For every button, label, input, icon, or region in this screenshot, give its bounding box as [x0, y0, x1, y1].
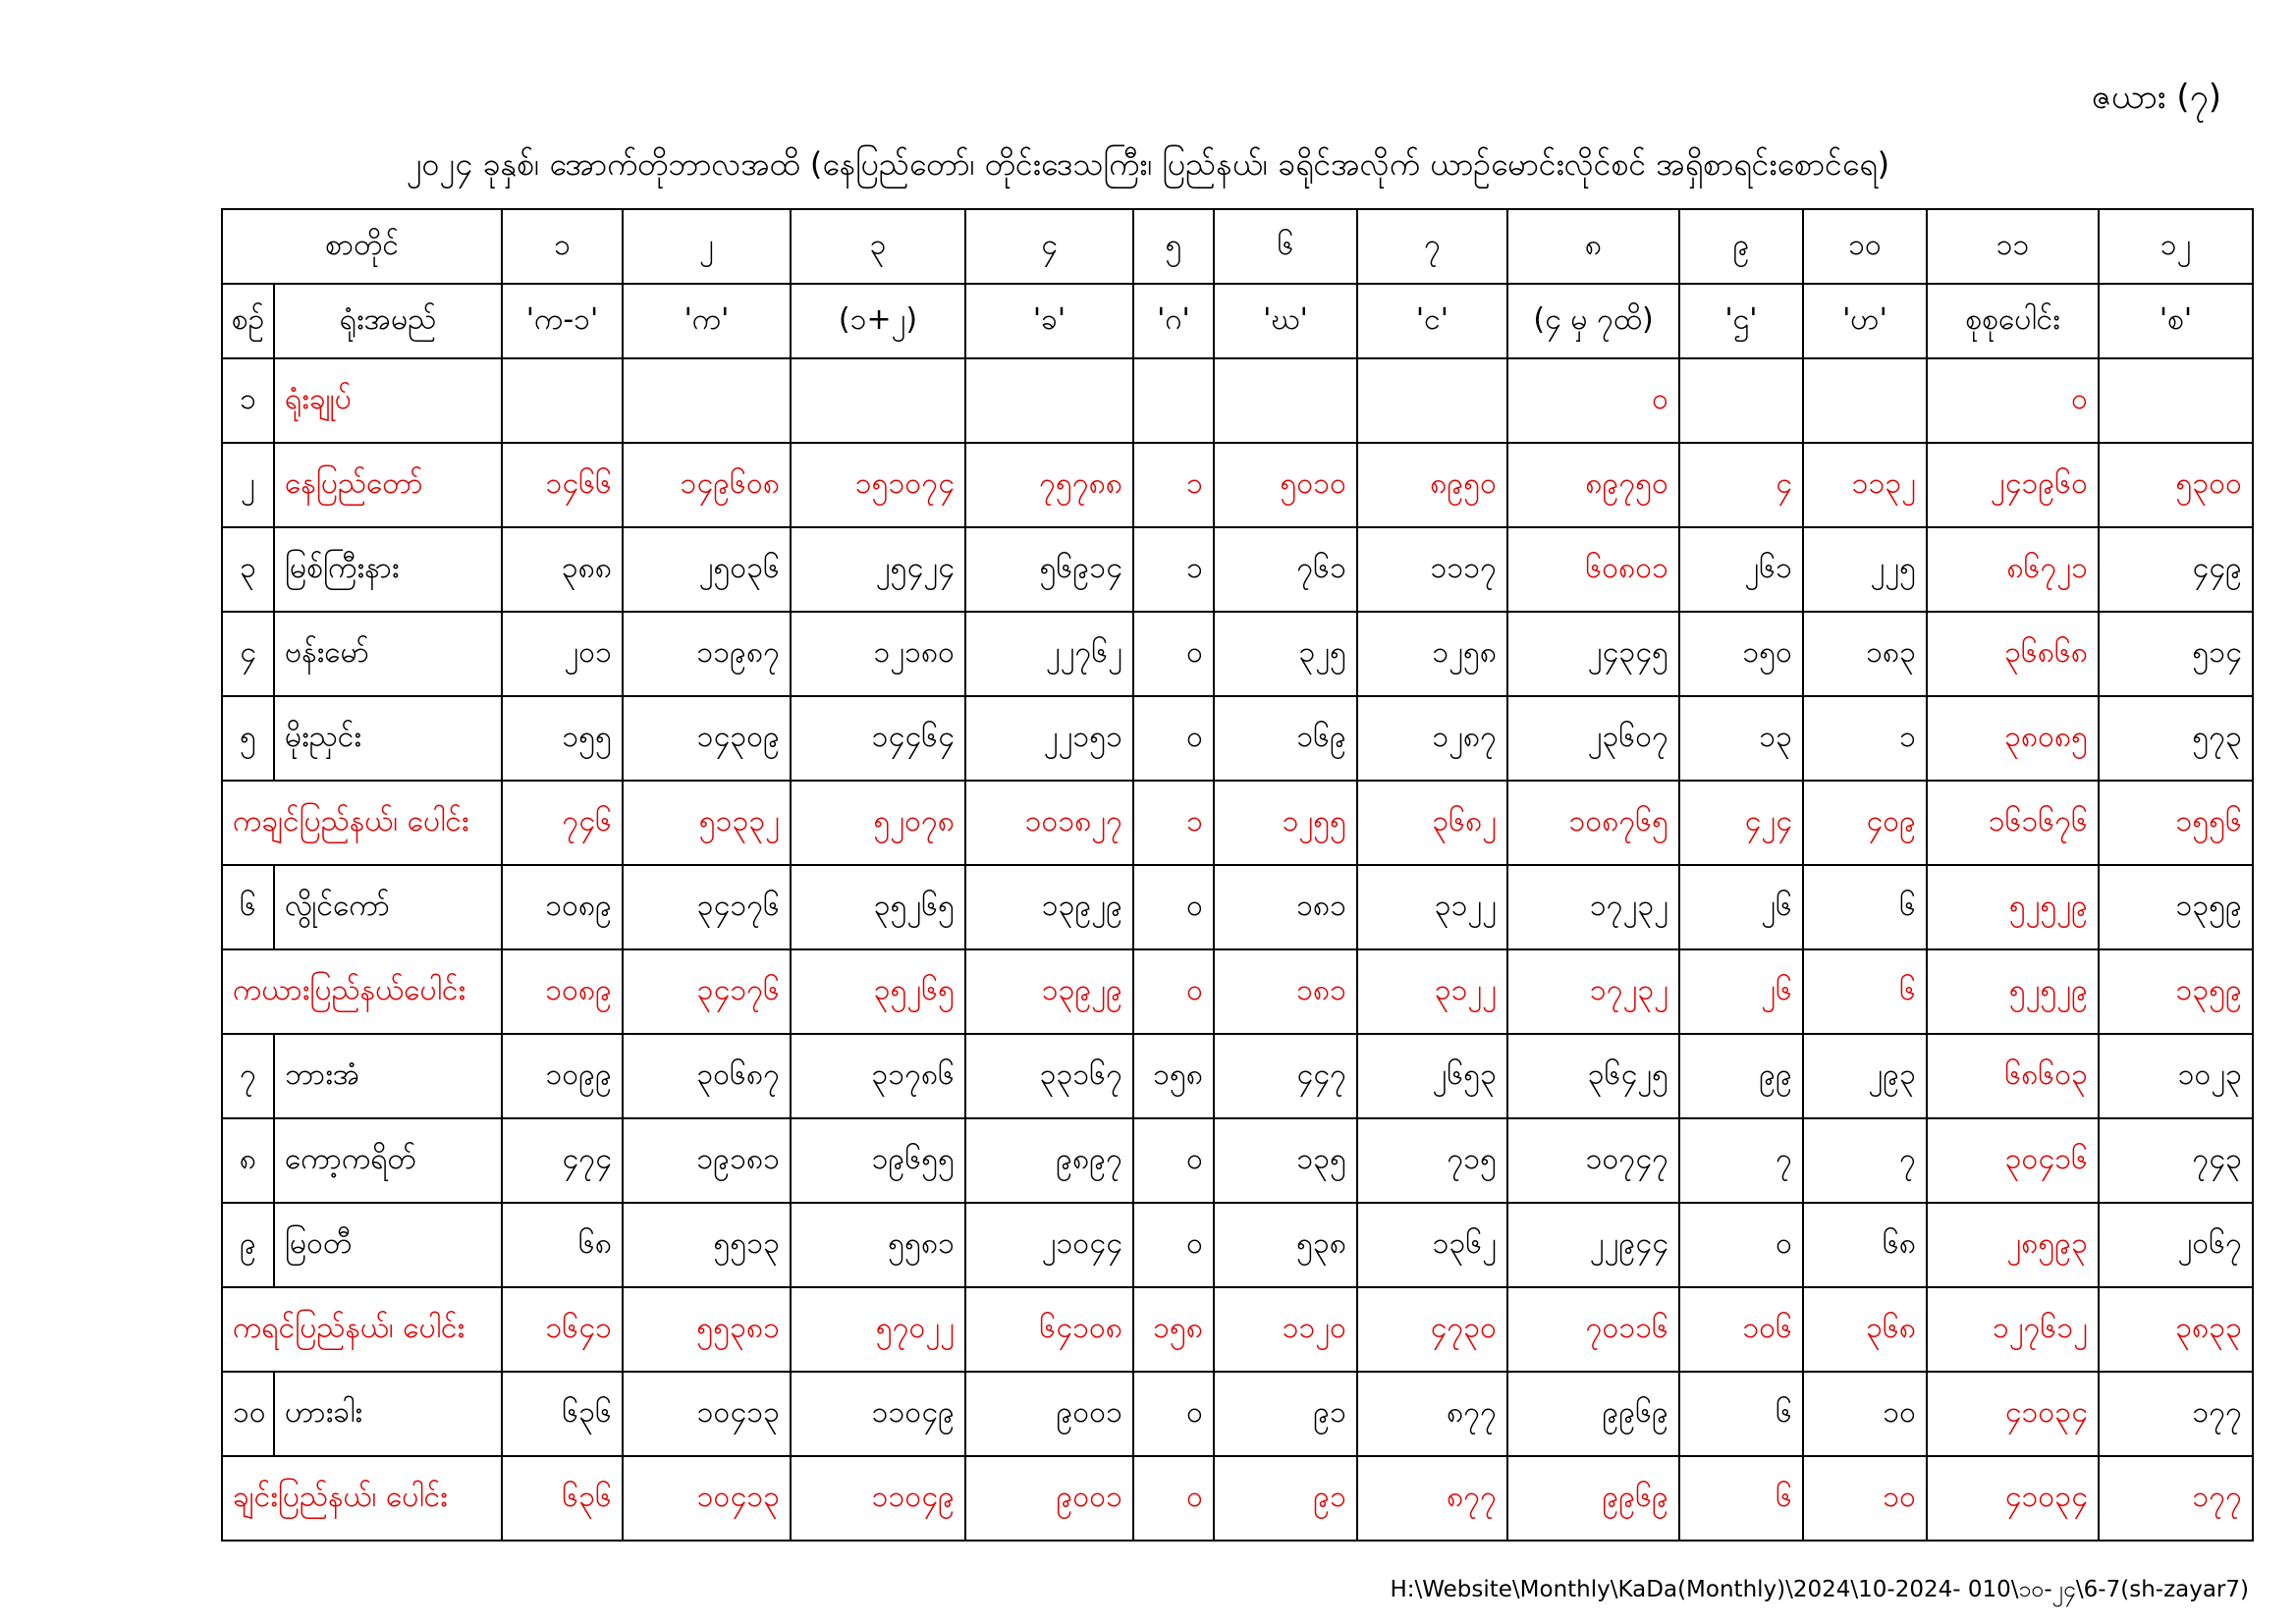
table-cell: ၉၀၀၁ — [965, 1372, 1133, 1456]
table-cell: ၁၀၇၄၇ — [1507, 1118, 1679, 1203]
table-cell: ၁၀၆ — [1679, 1287, 1803, 1372]
table-cell: ၁၈၃ — [1803, 612, 1927, 696]
table-cell: ၀ — [1927, 358, 2099, 443]
table-row — [222, 612, 2253, 696]
column-code-header: 'င' — [1357, 284, 1507, 358]
column-code-header: (၁+၂) — [791, 284, 965, 358]
column-number-header: ၃ — [791, 209, 965, 284]
table-cell: ၂၂၁၅၁ — [965, 696, 1133, 781]
table-cell: ၃၃၁၆၇ — [965, 1034, 1133, 1118]
table-cell — [1214, 358, 1357, 443]
table-cell: ၁၇၂၃၂ — [1507, 865, 1679, 949]
table-cell: ၇၅၇၈၈ — [965, 443, 1133, 527]
column-code-header: 'က-၁' — [502, 284, 623, 358]
table-cell: ၁၅၅၆ — [2099, 781, 2253, 865]
table-cell: ၀ — [1133, 1372, 1214, 1456]
table-cell: ၂၂၇၆၂ — [965, 612, 1133, 696]
table-cell: ၁ — [1803, 696, 1927, 781]
table-cell: ၉၁ — [1214, 1456, 1357, 1541]
table-cell: ၆၃၆ — [502, 1372, 623, 1456]
column-number-header: ၁၂ — [2099, 209, 2253, 284]
subtotal-label: ကချင်ပြည်နယ်၊ ပေါင်း — [222, 781, 502, 865]
table-cell: ၈၉၇၅၀ — [1507, 443, 1679, 527]
table-cell: ၃၆၈ — [1803, 1287, 1927, 1372]
table-cell: ၁၅၈ — [1133, 1034, 1214, 1118]
office-name: မြစ်ကြီးနား — [274, 527, 502, 612]
table-row — [222, 865, 2253, 949]
table-cell — [1803, 358, 1927, 443]
table-cell: ၄၄၇ — [1214, 1034, 1357, 1118]
file-path: H:\Website\Monthly\KaDa(Monthly)\2024\10-2024- 010\၁၀-၂၄\6-7(sh-zayar7) — [1390, 1577, 2249, 1602]
table-cell: ၉၀၀၁ — [965, 1456, 1133, 1541]
table-cell: ၁၀၈၉ — [502, 949, 623, 1034]
table-cell: ၅၂၅၂၉ — [1927, 949, 2099, 1034]
table-cell: ၁၀ — [1803, 1456, 1927, 1541]
table-cell — [2099, 358, 2253, 443]
table-cell: ၁၇၂၃၂ — [1507, 949, 1679, 1034]
table-cell: ၅၀၁၀ — [1214, 443, 1357, 527]
table-cell: ၄၁၀၃၄ — [1927, 1456, 2099, 1541]
table-cell: ၄၇၃၀ — [1357, 1287, 1507, 1372]
row-number: ၇ — [222, 1034, 274, 1118]
subtotal-label: ကရင်ပြည်နယ်၊ ပေါင်း — [222, 1287, 502, 1372]
table-cell: ၀ — [1133, 1456, 1214, 1541]
table-cell — [791, 358, 965, 443]
table-cell: ၂၃၆၀၇ — [1507, 696, 1679, 781]
table-cell: ၆၄၁၀၈ — [965, 1287, 1133, 1372]
column-code-header: 'ဃ' — [1214, 284, 1357, 358]
office-name: မြဝတီ — [274, 1203, 502, 1287]
column-code-header: 'စ' — [2099, 284, 2253, 358]
column-number-header: ၇ — [1357, 209, 1507, 284]
column-number-header: ၈ — [1507, 209, 1679, 284]
table-row — [222, 1372, 2253, 1456]
table-row — [222, 443, 2253, 527]
table-cell: ၁၄၉၆၀၈ — [623, 443, 791, 527]
table-cell: ၇ — [1803, 1118, 1927, 1203]
table-cell: ၀ — [1507, 358, 1679, 443]
header-label: စာတိုင် — [222, 209, 502, 284]
table-cell: ၀ — [1133, 1118, 1214, 1203]
column-number-header: ၅ — [1133, 209, 1214, 284]
header-no-label: စဉ် — [222, 284, 274, 358]
table-cell: ၁၉၆၅၅ — [791, 1118, 965, 1203]
table-cell: ၁၃၆၂ — [1357, 1203, 1507, 1287]
table-cell: ၃၄၁၇၆ — [623, 949, 791, 1034]
table-cell: ၁၀၈၉ — [502, 865, 623, 949]
table-cell: ၅၁၄ — [2099, 612, 2253, 696]
table-cell: ၁၀၂၃ — [2099, 1034, 2253, 1118]
table-cell: ၃၈၃၃ — [2099, 1287, 2253, 1372]
table-cell: ၆ — [1679, 1456, 1803, 1541]
table-cell: ၁၄၄၆၄ — [791, 696, 965, 781]
table-cell: ၂၆ — [1679, 865, 1803, 949]
column-code-header: 'ဂ' — [1133, 284, 1214, 358]
table-cell: ၂၅၀၃၆ — [623, 527, 791, 612]
table-cell: ၉၉၆၉ — [1507, 1456, 1679, 1541]
table-cell: ၅၅၁၃ — [623, 1203, 791, 1287]
table-cell: ၆၈၆၀၃ — [1927, 1034, 2099, 1118]
table-cell: ၀ — [1133, 949, 1214, 1034]
table-row — [222, 696, 2253, 781]
column-number-header: ၁ — [502, 209, 623, 284]
table-cell: ၁၁၀၄၉ — [791, 1372, 965, 1456]
table-cell: ၉၉၆၉ — [1507, 1372, 1679, 1456]
table-cell: ၂၄၁၉၆၀ — [1927, 443, 2099, 527]
table-cell: ၂၆၁ — [1679, 527, 1803, 612]
table-cell: ၁၃၅၉ — [2099, 865, 2253, 949]
office-name: မိုးညှင်း — [274, 696, 502, 781]
table-cell: ၆၈ — [502, 1203, 623, 1287]
table-cell: ၁၀၄၁၃ — [623, 1456, 791, 1541]
column-number-header: ၁၀ — [1803, 209, 1927, 284]
table-cell: ၁၅၁၀၇၄ — [791, 443, 965, 527]
office-name: ကော့ကရိတ် — [274, 1118, 502, 1203]
table-cell: ၁၀၄၁၃ — [623, 1372, 791, 1456]
table-row — [222, 358, 2253, 443]
table-cell: ၃၈၀၈၅ — [1927, 696, 2099, 781]
table-cell: ၅၅၃၈၁ — [623, 1287, 791, 1372]
table-cell: ၁၄၆၆ — [502, 443, 623, 527]
subtotal-row — [222, 1287, 2253, 1372]
table-cell: ၃၀၄၁၆ — [1927, 1118, 2099, 1203]
table-cell: ၁ — [1133, 781, 1214, 865]
row-number: ၉ — [222, 1203, 274, 1287]
row-number: ၅ — [222, 696, 274, 781]
table-cell: ၇၆၁ — [1214, 527, 1357, 612]
column-number-header: ၂ — [623, 209, 791, 284]
table-cell: ၂၀၆၇ — [2099, 1203, 2253, 1287]
office-name: ရုံးချုပ် — [274, 358, 502, 443]
table-cell: ၀ — [1133, 1203, 1214, 1287]
table-cell: ၄၇၄ — [502, 1118, 623, 1203]
table-cell: ၃၄၁၇၆ — [623, 865, 791, 949]
table-cell: ၁၁၁၇ — [1357, 527, 1507, 612]
table-cell: ၃၅၂၆၅ — [791, 865, 965, 949]
table-cell: ၁၀၁၈၂၇ — [965, 781, 1133, 865]
table-cell: ၁၃ — [1679, 696, 1803, 781]
table-cell: ၁၁၉၈၇ — [623, 612, 791, 696]
table-cell: ၅၇၀၂၂ — [791, 1287, 965, 1372]
table-cell: ၅၂၅၂၉ — [1927, 865, 2099, 949]
table-cell: ၁၁၂၀ — [1214, 1287, 1357, 1372]
table-cell: ၁၈၁ — [1214, 949, 1357, 1034]
table-cell: ၁၆၉ — [1214, 696, 1357, 781]
table-cell: ၁၅၅ — [502, 696, 623, 781]
table-cell: ၁၂၈၇ — [1357, 696, 1507, 781]
table-cell: ၅၂၀၇၈ — [791, 781, 965, 865]
header-row-column-codes — [222, 284, 2253, 358]
table-cell: ၈၇၇ — [1357, 1372, 1507, 1456]
office-name: ဟားခါး — [274, 1372, 502, 1456]
table-cell: ၁၃၉၂၉ — [965, 949, 1133, 1034]
table-cell: ၁၉၁၈၁ — [623, 1118, 791, 1203]
table-cell: ၆ — [1803, 949, 1927, 1034]
annex-label: ဇယား (၇) — [2091, 78, 2221, 117]
subtotal-row — [222, 949, 2253, 1034]
header-row-column-numbers — [222, 209, 2253, 284]
table-cell: ၁၂၅၅ — [1214, 781, 1357, 865]
table-cell: ၃၆၈၆၈ — [1927, 612, 2099, 696]
table-row — [222, 1034, 2253, 1118]
column-code-header: စုစုပေါင်း — [1927, 284, 2099, 358]
table-cell: ၄၂၄ — [1679, 781, 1803, 865]
subtotal-label: ကယားပြည်နယ်ပေါင်း — [222, 949, 502, 1034]
table-cell: ၅၅၈၁ — [791, 1203, 965, 1287]
table-cell: ၅၁၃၃၂ — [623, 781, 791, 865]
table-cell: ၃၁၂၂ — [1357, 949, 1507, 1034]
table-cell: ၃၆၈၂ — [1357, 781, 1507, 865]
table-cell: ၂၂၉၄၄ — [1507, 1203, 1679, 1287]
table-cell: ၂၆၅၃ — [1357, 1034, 1507, 1118]
table-row — [222, 1118, 2253, 1203]
table-cell: ၁၃၅၉ — [2099, 949, 2253, 1034]
table-cell: ၆ — [1803, 865, 1927, 949]
column-number-header: ၁၁ — [1927, 209, 2099, 284]
table-cell — [502, 358, 623, 443]
table-cell: ၈၇၇ — [1357, 1456, 1507, 1541]
table-row — [222, 527, 2253, 612]
table-cell: ၁၆၁၆၇၆ — [1927, 781, 2099, 865]
table-cell: ၅၆၉၁၄ — [965, 527, 1133, 612]
table-cell: ၁ — [1133, 527, 1214, 612]
column-number-header: ၆ — [1214, 209, 1357, 284]
table-cell: ၄၄၉ — [2099, 527, 2253, 612]
table-row — [222, 1203, 2253, 1287]
table-cell: ၀ — [1679, 1203, 1803, 1287]
table-cell: ၁၂၇၆၁၂ — [1927, 1287, 2099, 1372]
table-cell: ၆၈ — [1803, 1203, 1927, 1287]
table-cell: ၁၆၄၁ — [502, 1287, 623, 1372]
table-cell: ၇၀၁၁၆ — [1507, 1287, 1679, 1372]
table-cell: ၅၇၃ — [2099, 696, 2253, 781]
table-cell: ၆ — [1679, 1372, 1803, 1456]
table-cell: ၄ — [1679, 443, 1803, 527]
table-cell: ၇၁၅ — [1357, 1118, 1507, 1203]
table-cell: ၃၅၂၆၅ — [791, 949, 965, 1034]
table-cell: ၂၉၃ — [1803, 1034, 1927, 1118]
table-cell: ၁၃၅ — [1214, 1118, 1357, 1203]
table-cell: ၁၇၇ — [2099, 1456, 2253, 1541]
table-cell: ၁၀၈၇၆၅ — [1507, 781, 1679, 865]
table-cell: ၇ — [1679, 1118, 1803, 1203]
table-cell: ၁၅၈ — [1133, 1287, 1214, 1372]
table-cell: ၂၀၁ — [502, 612, 623, 696]
table-cell: ၁၂၅၈ — [1357, 612, 1507, 696]
table-cell: ၉၁ — [1214, 1372, 1357, 1456]
table-cell: ၇၄၃ — [2099, 1118, 2253, 1203]
table-cell: ၀ — [1133, 612, 1214, 696]
table-cell: ၉၉ — [1679, 1034, 1803, 1118]
row-number: ၈ — [222, 1118, 274, 1203]
table-cell: ၈၆၇၂၁ — [1927, 527, 2099, 612]
page-title: ၂၀၂၄ ခုနှစ်၊ အောက်တိုဘာလအထိ (နေပြည်တော်၊ တိုင်းဒေသကြီး၊ ပြည်နယ်၊ ခရိုင်အလိုက် ယာဉ်မောင်းလိုင်စင် အရှိစာရင်းစောင်ရေ) — [406, 145, 1890, 183]
table-cell: ၁၀ — [1803, 1372, 1927, 1456]
table-cell: ၁၁၃၂ — [1803, 443, 1927, 527]
table-cell: ၄၁၀၃၄ — [1927, 1372, 2099, 1456]
table-cell: ၉၈၉၇ — [965, 1118, 1133, 1203]
table-cell: ၂၄၃၄၅ — [1507, 612, 1679, 696]
table-cell: ၄၀၉ — [1803, 781, 1927, 865]
table-cell: ၀ — [1133, 865, 1214, 949]
table-cell: ၃၁၇၈၆ — [791, 1034, 965, 1118]
subtotal-row — [222, 1456, 2253, 1541]
table-cell: ၁၂၁၈၀ — [791, 612, 965, 696]
row-number: ၆ — [222, 865, 274, 949]
table-cell — [623, 358, 791, 443]
table-cell: ၀ — [1133, 696, 1214, 781]
column-code-header: 'က' — [623, 284, 791, 358]
table-cell: ၆၀၈၀၁ — [1507, 527, 1679, 612]
table-cell: ၁၅၀ — [1679, 612, 1803, 696]
column-code-header: 'ဟ' — [1803, 284, 1927, 358]
table-cell — [1679, 358, 1803, 443]
column-code-header: 'ဌ' — [1679, 284, 1803, 358]
table-cell: ၃၆၄၂၅ — [1507, 1034, 1679, 1118]
subtotal-label: ချင်းပြည်နယ်၊ ပေါင်း — [222, 1456, 502, 1541]
table-cell: ၂၆ — [1679, 949, 1803, 1034]
table-cell: ၁၀၉၉ — [502, 1034, 623, 1118]
table-cell: ၁၃၉၂၉ — [965, 865, 1133, 949]
table-cell: ၈၉၅၀ — [1357, 443, 1507, 527]
row-number: ၄ — [222, 612, 274, 696]
table-cell: ၆၃၆ — [502, 1456, 623, 1541]
row-number: ၁ — [222, 358, 274, 443]
table-cell: ၁၁၀၄၉ — [791, 1456, 965, 1541]
table-cell: ၁၄၃၀၉ — [623, 696, 791, 781]
table-cell: ၃၈၈ — [502, 527, 623, 612]
table-cell: ၁၈၁ — [1214, 865, 1357, 949]
table-cell: ၂၅၄၂၄ — [791, 527, 965, 612]
table-cell: ၂၁၀၄၄ — [965, 1203, 1133, 1287]
office-name: ဗန်းမော် — [274, 612, 502, 696]
table-cell: ၃၂၅ — [1214, 612, 1357, 696]
table-cell: ၂၂၅ — [1803, 527, 1927, 612]
office-name: လွိုင်ကော် — [274, 865, 502, 949]
table-cell: ၇၄၆ — [502, 781, 623, 865]
table-cell: ၂၈၅၉၃ — [1927, 1203, 2099, 1287]
row-number: ၁၀ — [222, 1372, 274, 1456]
column-number-header: ၉ — [1679, 209, 1803, 284]
office-name: ဘားအံ — [274, 1034, 502, 1118]
column-code-header: (၄ မှ ၇ထိ) — [1507, 284, 1679, 358]
table-cell: ၃၁၂၂ — [1357, 865, 1507, 949]
table-cell: ၅၃၀၀ — [2099, 443, 2253, 527]
office-name: နေပြည်တော် — [274, 443, 502, 527]
license-table — [221, 208, 2254, 1542]
header-name-label: ရုံးအမည် — [274, 284, 502, 358]
table-cell — [1133, 358, 1214, 443]
subtotal-row — [222, 781, 2253, 865]
column-number-header: ၄ — [965, 209, 1133, 284]
table-cell: ၁ — [1133, 443, 1214, 527]
table-cell: ၅၃၈ — [1214, 1203, 1357, 1287]
row-number: ၃ — [222, 527, 274, 612]
table-cell: ၁၇၇ — [2099, 1372, 2253, 1456]
row-number: ၂ — [222, 443, 274, 527]
table-cell — [1357, 358, 1507, 443]
table-cell: ၃၀၆၈၇ — [623, 1034, 791, 1118]
table-cell — [965, 358, 1133, 443]
column-code-header: 'ခ' — [965, 284, 1133, 358]
